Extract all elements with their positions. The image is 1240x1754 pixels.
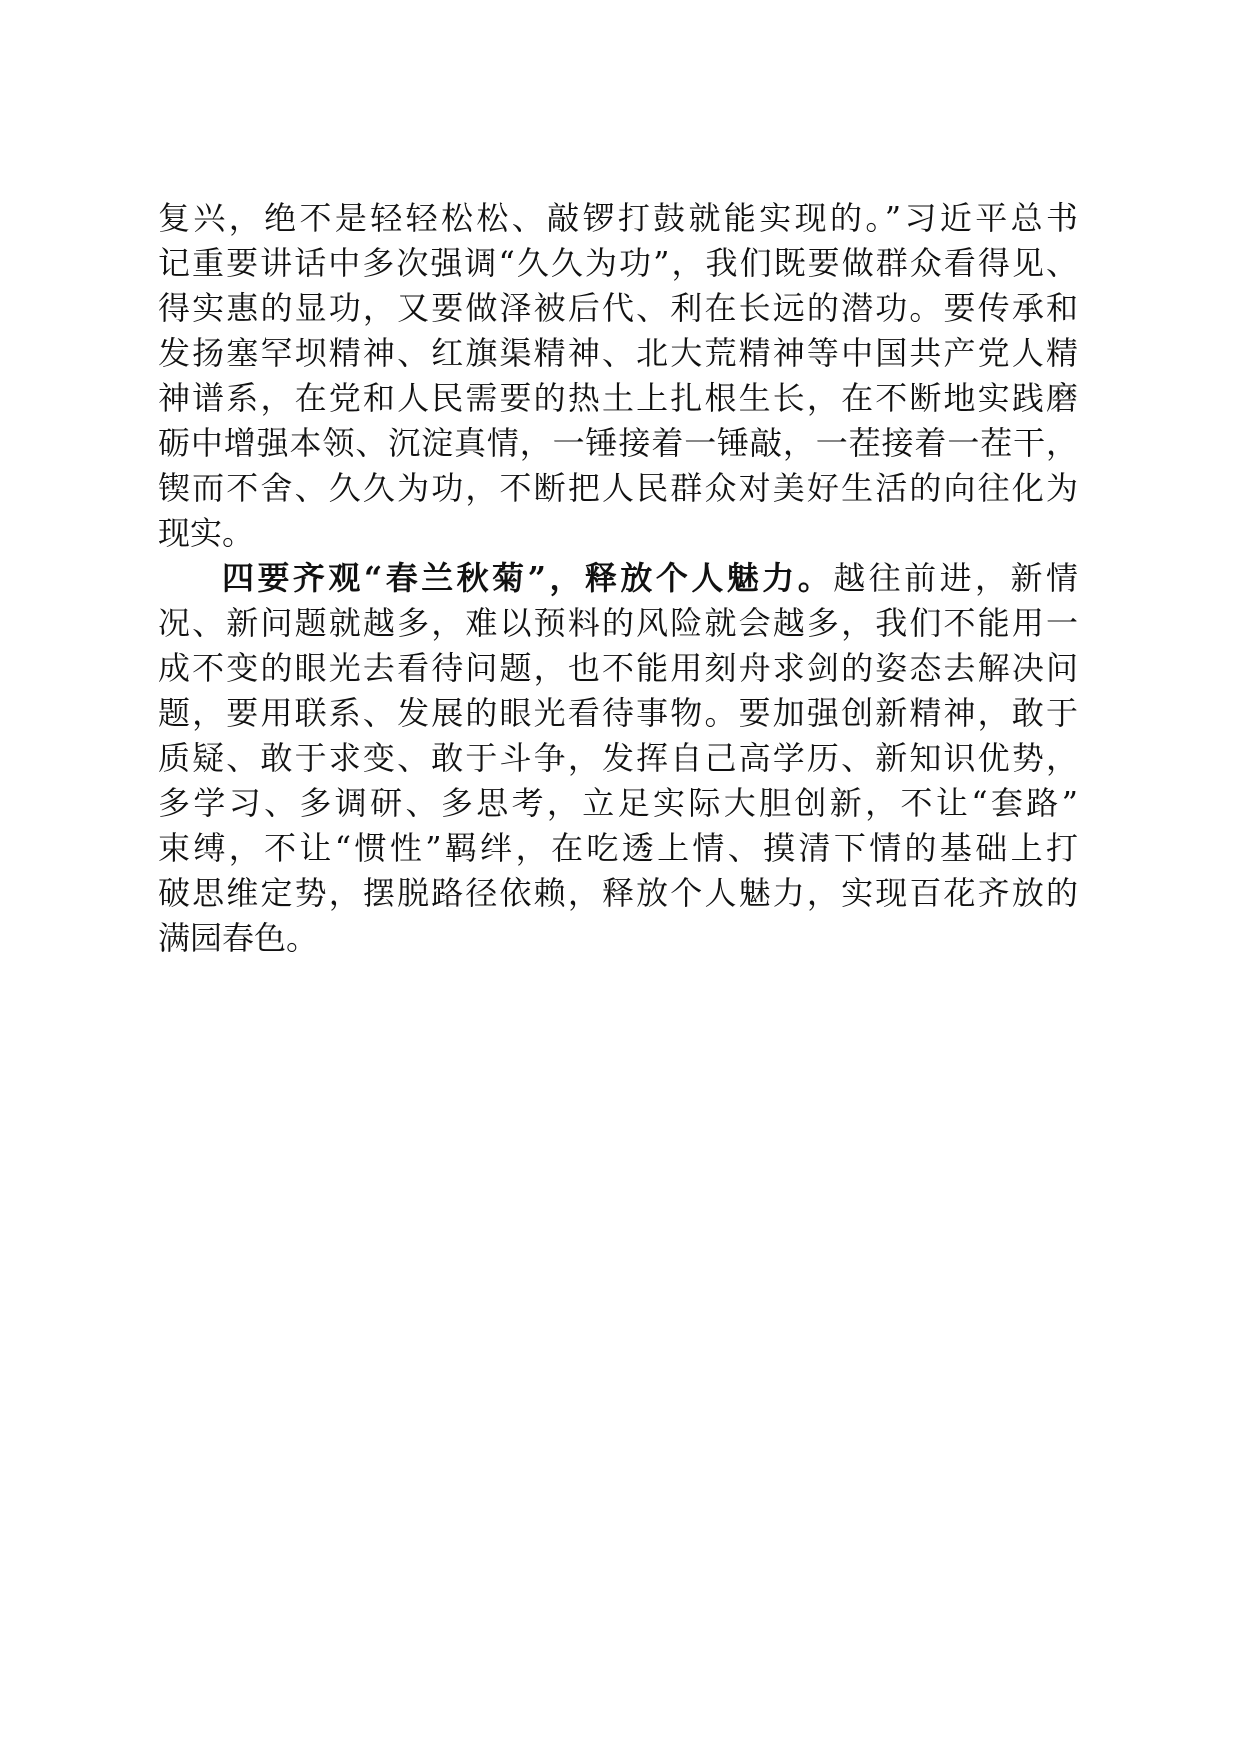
text-line: 题，要用联系、发展的眼光看待事物。要加强创新精神，敢于 (158, 694, 1078, 732)
text-line: 锲而不舍、久久为功，不断把人民群众对美好生活的向往化为 (158, 469, 1078, 507)
text-line: 多学习、多调研、多思考，立足实际大胆创新，不让“套路” (158, 784, 1078, 822)
text-line: 成不变的眼光去看待问题，也不能用刻舟求剑的姿态去解决问 (158, 649, 1078, 687)
text-line: 砺中增强本领、沉淀真情，一锤接着一锤敲，一茬接着一茬干， (158, 424, 1078, 462)
document-body (158, 196, 1078, 961)
text-line: 束缚，不让“惯性”羁绊，在吃透上情、摸清下情的基础上打 (158, 829, 1078, 867)
paragraph-heading: 四要齐观“春兰秋菊”，释放个人魅力。 (222, 559, 834, 597)
text-line: 复兴，绝不是轻轻松松、敲锣打鼓就能实现的。”习近平总书 (158, 199, 1078, 237)
text-line: 破思维定势，摆脱路径依赖，释放个人魅力，实现百花齐放的 (158, 874, 1078, 912)
text-line: 神谱系，在党和人民需要的热土上扎根生长，在不断地实践磨 (158, 379, 1078, 417)
paragraph-first-line (158, 556, 1078, 601)
text-line: 现实。 (158, 514, 255, 552)
paragraph-continuation (158, 196, 1078, 556)
paragraph-four (158, 556, 1078, 961)
text-line: 质疑、敢于求变、敢于斗争，发挥自己高学历、新知识优势， (158, 739, 1078, 777)
text-line: 况、新问题就越多，难以预料的风险就会越多，我们不能用一 (158, 604, 1078, 642)
text-line: 记重要讲话中多次强调“久久为功”，我们既要做群众看得见、 (158, 244, 1078, 282)
text-line: 得实惠的显功，又要做泽被后代、利在长远的潜功。要传承和 (158, 289, 1078, 327)
text-line: 发扬塞罕坝精神、红旗渠精神、北大荒精神等中国共产党人精 (158, 334, 1078, 372)
text-line: 满园春色。 (158, 919, 319, 957)
paragraph-lead-text: 越往前进，新情 (833, 559, 1078, 597)
